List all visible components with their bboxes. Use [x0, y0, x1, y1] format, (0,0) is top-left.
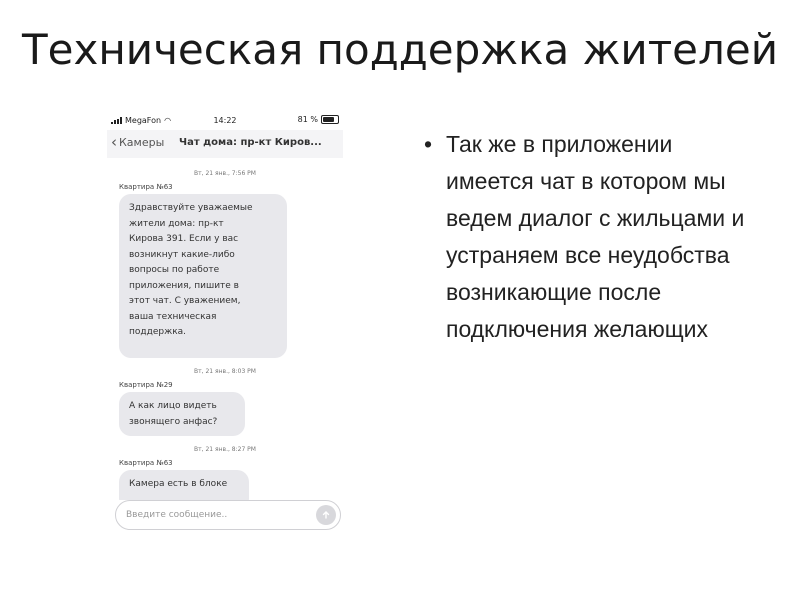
bullet-item: • Так же в приложении имеется чат в котором мы ведем диалог с жильцами и устраняем все неудобства возникающие после подключения желающих	[424, 126, 764, 348]
back-label: Камеры	[119, 136, 165, 149]
send-button[interactable]	[316, 505, 336, 525]
message-composer	[115, 500, 341, 530]
message-timestamp: Вт, 21 янв., 7:56 PM	[194, 170, 256, 177]
wifi-icon: ◠	[164, 116, 172, 125]
phone-screenshot	[107, 112, 343, 542]
back-button[interactable]	[111, 133, 165, 151]
send-icon	[321, 510, 331, 520]
message-bubble: Камера есть в блоке	[119, 470, 249, 500]
message-sender: Квартира №63	[119, 459, 173, 467]
battery-icon	[321, 115, 339, 124]
message-bubble: А как лицо видеть звонящего анфас?	[119, 392, 245, 436]
bullet-list	[424, 126, 764, 348]
message-sender: Квартира №63	[119, 183, 173, 191]
chat-title: Чат дома: пр-кт Киров...	[179, 137, 322, 148]
message-bubble: Здравствуйте уважаемые жители дома: пр-кт Кирова 391. Если у вас возникнут какие-либо вопросы по работе приложения, пишите в этот чат. С уважением, ваша техническая поддержка.	[119, 194, 287, 358]
message-timestamp: Вт, 21 янв., 8:27 PM	[194, 446, 256, 453]
carrier-name: MegaFon	[125, 116, 162, 125]
message-timestamp: Вт, 21 янв., 8:03 PM	[194, 368, 256, 375]
slide-title: Техническая поддержка жителей	[21, 25, 779, 74]
chevron-left-icon: ‹	[111, 133, 117, 151]
message-sender: Квартира №29	[119, 381, 173, 389]
chat-nav-bar	[107, 130, 343, 158]
message-feed[interactable]	[107, 160, 343, 500]
status-time: 14:22	[213, 116, 237, 125]
battery-percent: 81 %	[297, 115, 318, 124]
message-input[interactable]	[126, 508, 306, 522]
status-bar	[107, 112, 343, 130]
